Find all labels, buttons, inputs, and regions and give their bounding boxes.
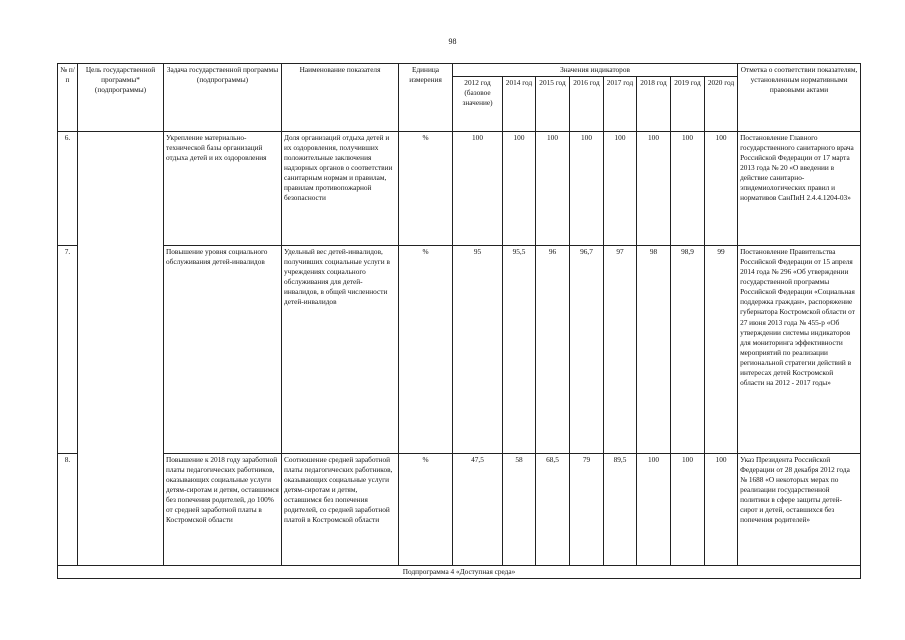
- task-cell: Повышение к 2018 году заработной платы педагогических работников, оказывающих социальные услуги детям-сиротам и детям, оставшимся без попечения родителей, до 100% от средней заработной платы в Костромской области: [164, 454, 282, 566]
- value-cell: 47,5: [453, 454, 503, 566]
- value-cell: 95,5: [503, 246, 536, 454]
- page-number: 98: [448, 37, 457, 46]
- task-cell: Укрепление материально-технической базы организаций отдыха детей и их оздоровления: [164, 132, 282, 246]
- value-cell: 98,9: [671, 246, 705, 454]
- header-year: 2014 год: [503, 77, 536, 132]
- indicator-cell: Доля организаций отдыха детей и их оздоровления, получивших положительные заключения надзорных органов о соответствии санитарным нормам и правилам, правилам противопожарной безопасности: [282, 132, 399, 246]
- table-row: [58, 454, 861, 566]
- table-row: [58, 246, 861, 454]
- header-year: 2018 год: [637, 77, 671, 132]
- header-goal: Цель государственной программы* (подпрограммы): [78, 64, 164, 132]
- value-cell: 100: [503, 132, 536, 246]
- indicator-cell: Соотношение средней заработной платы педагогических работников, оказывающих социальные услуги детям-сиротам и детям, оставшимся без попечения родителей, со средней заработной платой в Костромской области: [282, 454, 399, 566]
- header-year: 2017 год: [604, 77, 637, 132]
- value-cell: 100: [604, 132, 637, 246]
- value-cell: 79: [570, 454, 604, 566]
- unit-cell: %: [399, 454, 453, 566]
- table-row: [58, 132, 861, 246]
- unit-cell: %: [399, 132, 453, 246]
- header-year: 2019 год: [671, 77, 705, 132]
- header-year: 2015 год: [536, 77, 570, 132]
- row-num: 6.: [58, 132, 78, 246]
- row-num: 8.: [58, 454, 78, 566]
- subprogram-title: Подпрограмма 4 «Доступная среда»: [58, 566, 861, 579]
- indicator-cell: Удельный вес детей-инвалидов, получивших социальные услуги в учреждениях социального обслуживания для детей-инвалидов, в общей численности детей-инвалидов: [282, 246, 399, 454]
- value-cell: 95: [453, 246, 503, 454]
- value-cell: 100: [536, 132, 570, 246]
- unit-cell: %: [399, 246, 453, 454]
- header-values-group: Значения индикаторов: [453, 64, 738, 77]
- value-cell: 100: [637, 132, 671, 246]
- value-cell: 58: [503, 454, 536, 566]
- indicators-table: [57, 63, 861, 579]
- header-row-1: [58, 64, 861, 77]
- value-cell: 99: [705, 246, 738, 454]
- task-cell: Повышение уровня социального обслуживания детей-инвалидов: [164, 246, 282, 454]
- header-year: 2020 год: [705, 77, 738, 132]
- header-year: 2016 год: [570, 77, 604, 132]
- value-cell: 100: [671, 132, 705, 246]
- header-indicator: Наименование показателя: [282, 64, 399, 132]
- note-cell: Указ Президента Российской Федерации от 28 декабря 2012 года № 1688 «О некоторых мерах по реализации государственной политики в сфере защиты детей-сирот и детей, оставшихся без попечения родителей»: [738, 454, 861, 566]
- goal-cell: [78, 246, 164, 454]
- note-cell: Постановление Главного государственного санитарного врача Российской Федерации от 17 марта 2013 года № 20 «О введении в действие санитарно- эпидемиологических правил и нормативов СанПиН 2.4.4.1204-03»: [738, 132, 861, 246]
- row-num: 7.: [58, 246, 78, 454]
- goal-cell: [78, 454, 164, 566]
- value-cell: 100: [671, 454, 705, 566]
- header-unit: Единица измерения: [399, 64, 453, 132]
- value-cell: 98: [637, 246, 671, 454]
- value-cell: 68,5: [536, 454, 570, 566]
- header-num: № п/п: [58, 64, 78, 132]
- value-cell: 100: [453, 132, 503, 246]
- goal-cell: [78, 132, 164, 246]
- note-cell: Постановление Правительства Российской Федерации от 15 апреля 2014 года № 296 «Об утверждении государственной программы Российской Федерации «Социальная поддержка граждан», распоряжение губернатора Костромской области от 27 июня 2013 года № 455-р «Об утверждении системы индикаторов для мониторинга эффективности мероприятий по реализации региональной стратегии действий в интересах детей Костромской области на 2012 - 2017 годы»: [738, 246, 861, 454]
- value-cell: 100: [637, 454, 671, 566]
- value-cell: 100: [705, 454, 738, 566]
- value-cell: 97: [604, 246, 637, 454]
- value-cell: 100: [705, 132, 738, 246]
- value-cell: 96: [536, 246, 570, 454]
- subprogram-row: [58, 566, 861, 579]
- value-cell: 96,7: [570, 246, 604, 454]
- value-cell: 100: [570, 132, 604, 246]
- header-year: 2012 год (базовое значение): [453, 77, 503, 132]
- value-cell: 89,5: [604, 454, 637, 566]
- header-task: Задача государственной программы (подпрограммы): [164, 64, 282, 132]
- header-note: Отметка о соответствии показателям, установленным нормативными правовыми актами: [738, 64, 861, 132]
